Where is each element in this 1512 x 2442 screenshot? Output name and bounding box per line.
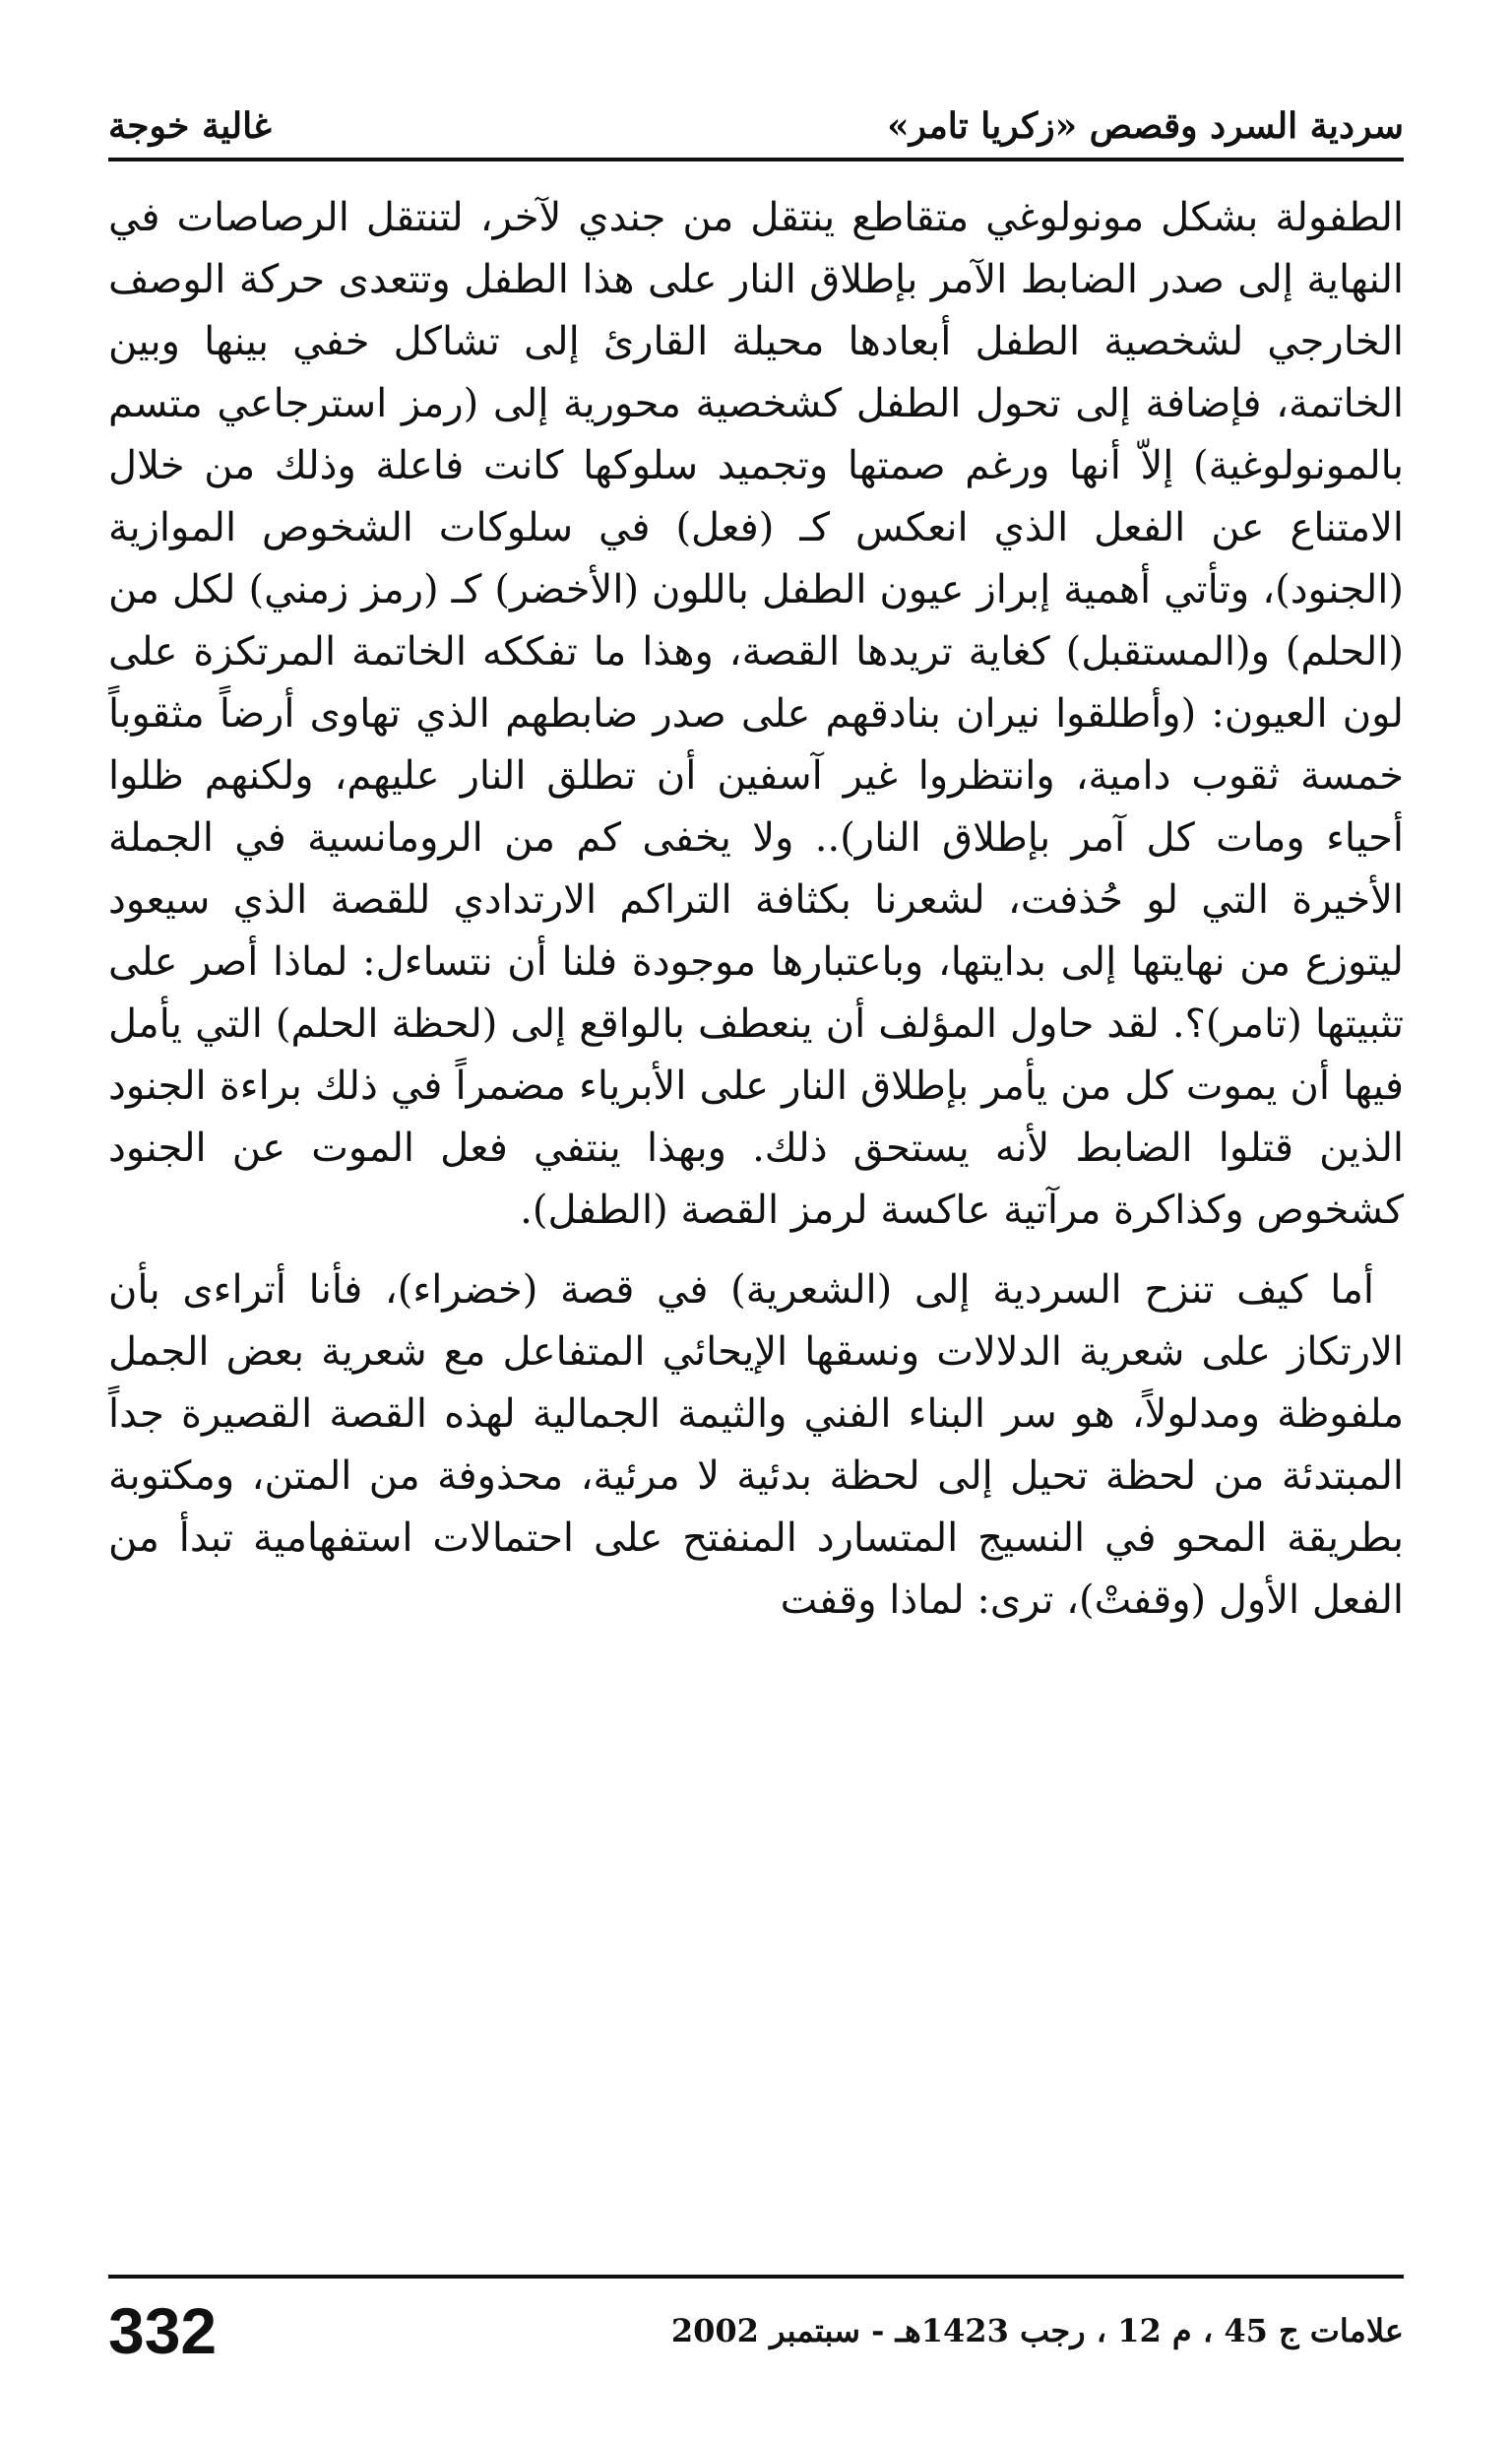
header-divider [108, 158, 1404, 161]
author-name: غالية خوجة [108, 104, 272, 147]
journal-page [108, 59, 1404, 2403]
paragraph: الطفولة بشكل مونولوغي متقاطع ينتقل من جندي لآخر، لتنتقل الرصاصات في النهاية إلى صدر الضابط الآمر بإطلاق النار على هذا الطفل وتتعدى حركة الوصف الخارجي لشخصية الطفل أبعادها محيلة القارئ إلى تشاكل خفي بينها وبين الخاتمة، فإضافة إلى تحول الطفل كشخصية محورية إلى (رمز استرجاعي متسم بالمونولوغية) إلاّ أنها ورغم صمتها وتجميد سلوكها كانت فاعلة وذلك من خلال الامتناع عن الفعل الذي انعكس كـ (فعل) في سلوكات الشخوص الموازية (الجنود)، وتأتي أهمية إبراز عيون الطفل باللون (الأخضر) كـ (رمز زمني) لكل من (الحلم) و(المستقبل) كغاية تريدها القصة، وهذا ما تفككه الخاتمة المرتكزة على لون العيون: (وأطلقوا نيران بنادقهم على صدر ضابطهم الذي تهاوى أرضاً مثقوباً خمسة ثقوب دامية، وانتظروا غير آسفين أن تطلق النار عليهم، ولكنهم ظلوا أحياء ومات كل آمر بإطلاق النار).. ولا يخفى كم من الرومانسية في الجملة الأخيرة التي لو حُذفت، لشعرنا بكثافة التراكم الارتدادي للقصة الذي سيعود ليتوزع من نهايتها إلى بدايتها، وباعتبارها موجودة فلنا أن نتساءل: لماذا أصر على تثبيتها (تامر)؟. لقد حاول المؤلف أن ينعطف بالواقع إلى (لحظة الحلم) التي يأمل فيها أن يموت كل من يأمر بإطلاق النار على الأبرياء مضمراً في ذلك براءة الجنود الذين قتلوا الضابط لأنه يستحق ذلك. وبهذا ينتفي فعل الموت عن الجنود كشخوص وكذاكرة مرآتية عاكسة لرمز القصة (الطفل). [108, 195, 1404, 1233]
article-title: سردية السرد وقصص «زكريا تامر» [887, 104, 1404, 147]
running-header [108, 79, 1404, 148]
paragraph: أما كيف تنزح السردية إلى (الشعرية) في قصة (خضراء)، فأنا أتراءى بأن الارتكاز على شعرية الدلالات ونسقها الإيحائي المتفاعل مع شعرية بعض الجمل ملفوظة ومدلولاً، هو سر البناء الفني والثيمة الجمالية لهذه القصة القصيرة جداً المبتدئة من لحظة تحيل إلى لحظة بدئية لا مرئية، محذوفة من المتن، ومكتوبة بطريقة المحو في النسيج المتسارد المنفتح على احتمالات استفهامية تبدأ من الفعل الأول (وقفتْ)، ترى: لماذا وقفت [108, 1267, 1404, 1623]
footer-divider [108, 2275, 1404, 2279]
running-footer [108, 2286, 1404, 2375]
issue-info: علامات ج 45 ، م 12 ، رجب 1423هـ - سبتمبر 2002 [670, 2312, 1404, 2349]
page-number: 332 [108, 2294, 218, 2367]
article-body [108, 187, 1404, 1632]
